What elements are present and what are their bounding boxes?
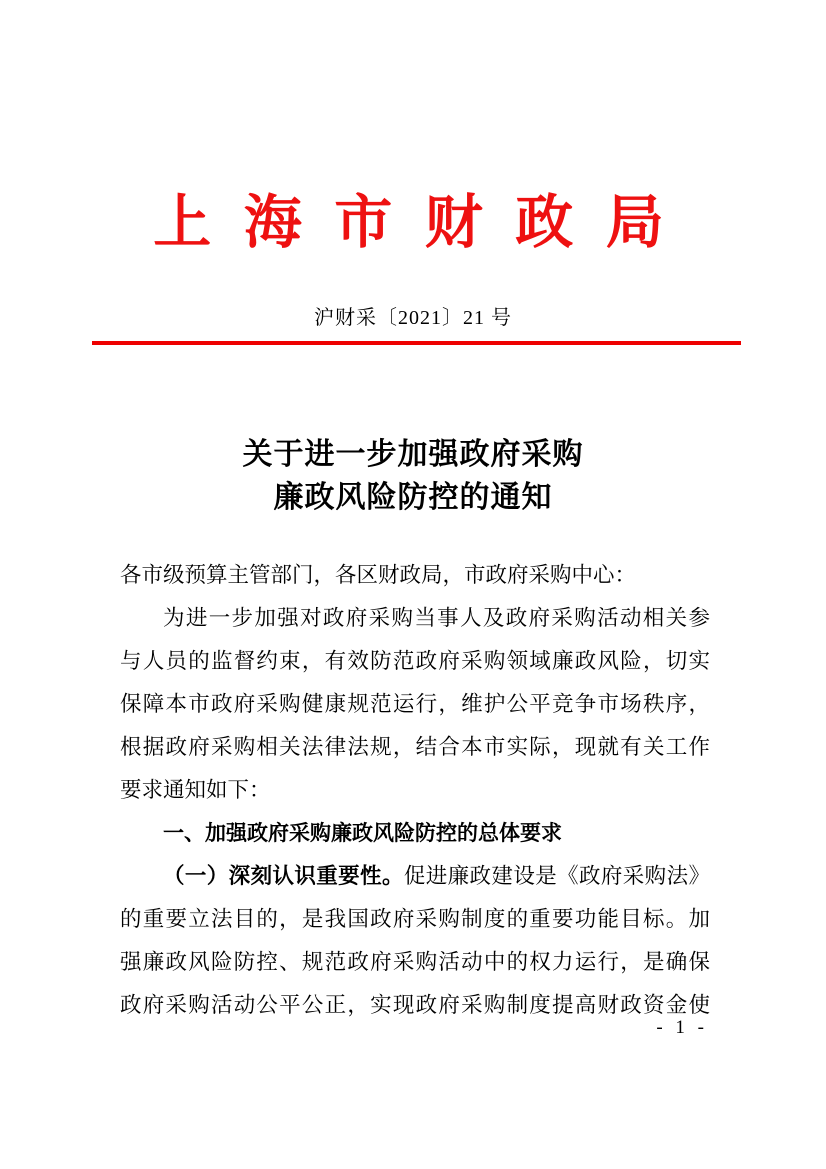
paragraph1-line-4: 根据政府采购相关法律法规，结合本市实际，现就有关工作 bbox=[120, 735, 710, 759]
paragraph1-line-5: 要求通知如下： bbox=[120, 778, 271, 802]
paragraph1-line-3: 保障本市政府采购健康规范运行，维护公平竞争市场秩序， bbox=[120, 692, 710, 716]
document-body bbox=[120, 554, 710, 1027]
title-line-2: 廉政风险防控的通知 bbox=[273, 481, 553, 514]
paragraph2-line-1-text: 促进廉政建设是《政府采购法》 bbox=[403, 864, 710, 888]
document-reference-number: 沪财采〔2021〕21 号 bbox=[314, 307, 512, 329]
title-line-1: 关于进一步加强政府采购 bbox=[242, 438, 584, 471]
paragraph1-line-2: 与人员的监督约束，有效防范政府采购领域廉政风险，切实 bbox=[120, 649, 710, 673]
paragraph2-line-4: 政府采购活动公平公正，实现政府采购制度提高财政资金使 bbox=[120, 993, 710, 1017]
section-1-heading: 一、加强政府采购廉政风险防控的总体要求 bbox=[163, 822, 562, 845]
red-divider-rule bbox=[92, 341, 741, 345]
paragraph1-line-1: 为进一步加强对政府采购当事人及政府采购活动相关参 bbox=[163, 606, 710, 630]
paragraph2-bold-lead: （一）深刻认识重要性。 bbox=[163, 864, 404, 888]
paragraph2-line-1 bbox=[120, 855, 710, 898]
page-number: - 1 - bbox=[656, 1017, 708, 1038]
issuing-org-header: 上 海 市 财 政 局 bbox=[153, 190, 673, 255]
document-title bbox=[0, 433, 826, 519]
paragraph2-line-3: 强廉政风险防控、规范政府采购活动中的权力运行，是确保 bbox=[120, 950, 710, 974]
salutation-line: 各市级预算主管部门，各区财政局，市政府采购中心： bbox=[120, 563, 637, 587]
paragraph2-line-2: 的重要立法目的，是我国政府采购制度的重要功能目标。加 bbox=[120, 907, 710, 931]
